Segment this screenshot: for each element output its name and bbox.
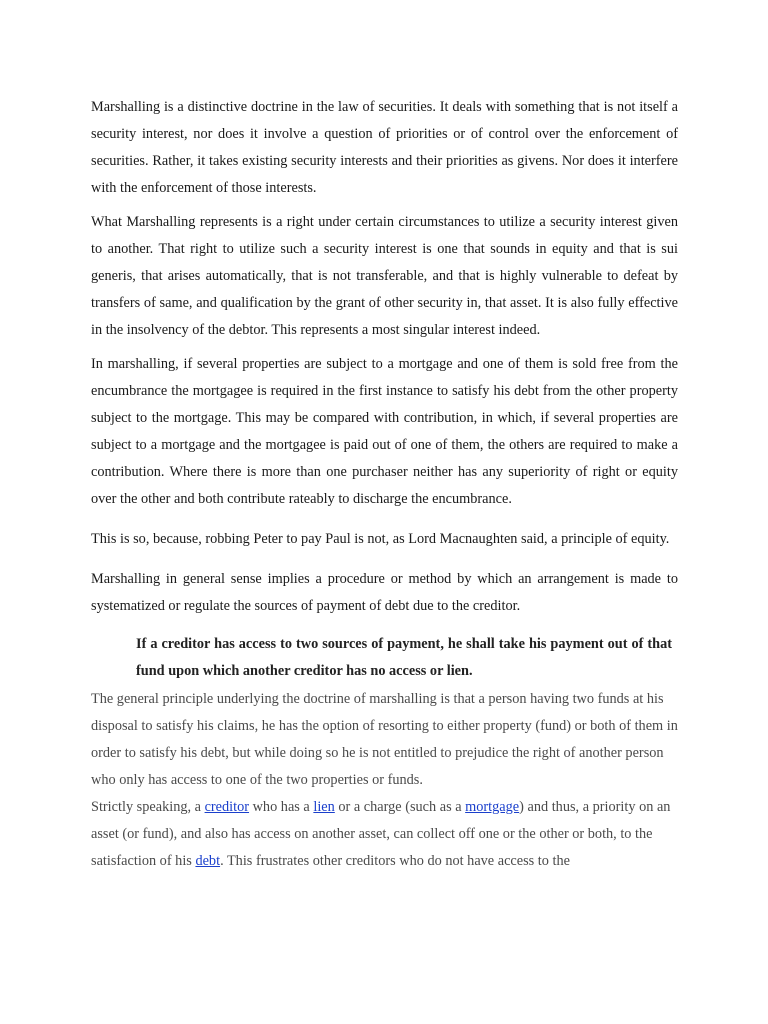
link-debt[interactable]: debt [195, 853, 221, 869]
paragraph-peter-paul: This is so, because, robbing Peter to pay Paul is not, as Lord Macnaughten said, a principle of equity. [91, 531, 670, 547]
text-fragment: ) and thus, a priority on an asset (or fund), and also has access on another asset, can collect off one or the other or both, to the satisfaction of his [91, 799, 671, 869]
link-creditor[interactable]: creditor [204, 799, 250, 815]
paragraph-right-to-utilize: What Marshalling represents is a right under certain circumstances to utilize a security interest given to another. That right to utilize such a security interest is one that sounds in equity and that is sui generis, that arises automatically, that is not transferable, and that is highly vulnerable to defeat by transfers of same, and qualification by the grant of other security in, that asset. It is also fully effective in the insolvency of the debtor. This represents a most singular interest indeed. [91, 214, 678, 338]
link-lien[interactable]: lien [313, 799, 335, 815]
link-mortgage[interactable]: mortgage [465, 799, 520, 815]
paragraph-strictly-speaking [91, 794, 678, 875]
text-fragment: who has a [249, 799, 314, 815]
paragraph-intro: Marshalling is a distinctive doctrine in the law of securities. It deals with something that is not itself a security interest, nor does it involve a question of priorities or of control over the enforcement of securities. Rather, it takes existing security interests and their priorities as givens. Nor does it interfere with the enforcement of those interests. [91, 99, 678, 196]
bold-principle-quote: If a creditor has access to two sources of payment, he shall take his payment out of that fund upon which another creditor has no access or lien. [136, 636, 672, 679]
paragraph-marshalling-vs-contribution: In marshalling, if several properties are subject to a mortgage and one of them is sold free from the encumbrance the mortgagee is required in the first instance to satisfy his debt from the other property subject to the mortgage. This may be compared with contribution, in which, if several properties are subject to a mortgage and the mortgagee is paid out of one of them, the others are required to make a contribution. Where there is more than one purchaser neither has any superiority of right or equity over the other and both contribute rateably to discharge the encumbrance. [91, 356, 678, 507]
text-fragment: or a charge (such as a [334, 799, 466, 815]
paragraph-general-principle: The general principle underlying the doctrine of marshalling is that a person having two funds at his disposal to satisfy his claims, he has the option of resorting to either property (fund) or both of them in order to satisfy his debt, but while doing so he is not entitled to prejudice the right of another person who only has access to one of the two properties or funds. [91, 691, 678, 788]
paragraph-general-sense: Marshalling in general sense implies a procedure or method by which an arrangement is made to systematized or regulate the sources of payment of debt due to the creditor. [91, 571, 678, 614]
text-fragment: Strictly speaking, a [91, 799, 205, 815]
text-fragment: . This frustrates other creditors who do not have access to the [220, 853, 570, 869]
